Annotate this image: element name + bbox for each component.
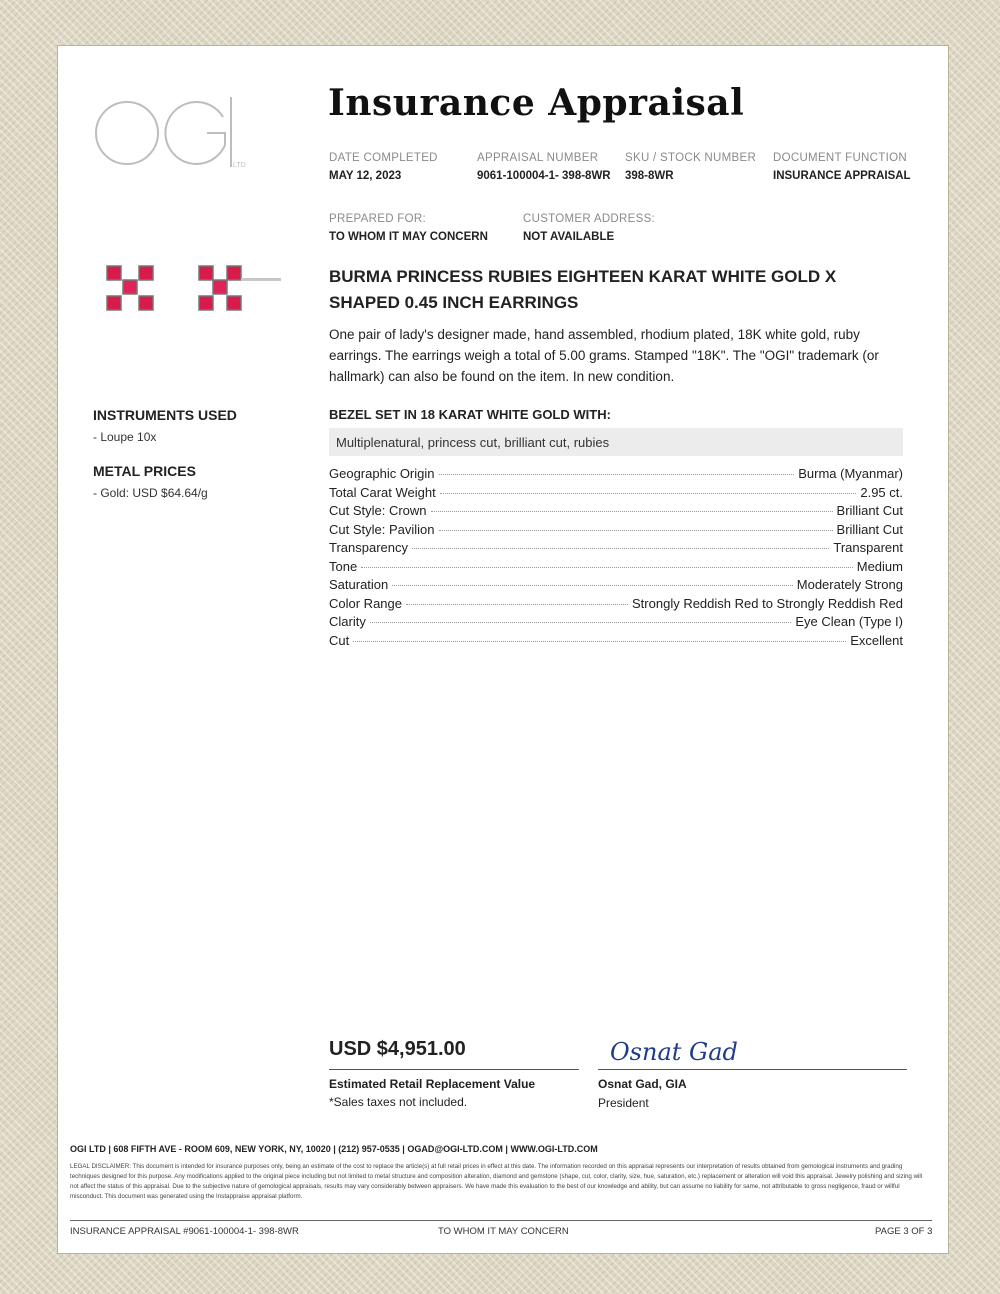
spec-row	[329, 633, 903, 652]
spec-key: Geographic Origin	[329, 466, 435, 481]
metal-price-item: - Gold: USD $64.64/g	[93, 486, 208, 500]
ogi-logo	[95, 95, 255, 175]
spec-list	[329, 466, 903, 651]
customer-address-value: NOT AVAILABLE	[523, 231, 615, 243]
spec-row	[329, 577, 903, 596]
spec-row	[329, 466, 903, 485]
spec-value: Eye Clean (Type I)	[795, 614, 903, 629]
product-description: One pair of lady's designer made, hand assembled, rhodium plated, 18K white gold, ruby earrings. The earrings weigh a total of 5.00 grams. Stamped "18K". The "OGI" trademark (or hallmark) can also be found on the item. In new condition.	[329, 327, 879, 384]
spec-row	[329, 596, 903, 615]
spec-value: Brilliant Cut	[836, 503, 903, 518]
date-completed-label: DATE COMPLETED	[329, 152, 438, 164]
spec-row	[329, 540, 903, 559]
spec-value: Excellent	[850, 632, 903, 648]
spec-value: Moderately Strong	[796, 577, 903, 592]
stone-summary: Multiplenatural, princess cut, brilliant cut, rubies	[329, 428, 903, 456]
spec-key: Clarity	[329, 614, 366, 629]
spec-key: Saturation	[329, 577, 389, 592]
spec-row	[329, 614, 903, 633]
spec-key: Tone	[329, 558, 358, 574]
sku-value: 398-8WR	[625, 170, 674, 182]
value-label: Estimated Retail Replacement Value	[329, 1077, 536, 1091]
spec-key: Total Carat Weight	[329, 484, 436, 500]
appraisal-number-value: 9061-100004-1- 398-8WR	[477, 170, 611, 182]
spec-row	[329, 522, 903, 541]
spec-row	[329, 503, 903, 522]
document-function-value: INSURANCE APPRAISAL	[773, 170, 911, 182]
product-title: BURMA PRINCESS RUBIES EIGHTEEN KARAT WHITE GOLD X SHAPED 0.45 INCH EARRINGS	[329, 267, 837, 312]
date-completed-value: MAY 12, 2023	[329, 170, 402, 182]
spec-key: Cut	[329, 632, 350, 648]
svg-text:LTD: LTD	[233, 162, 246, 169]
footer-page-number: PAGE 3 OF 3	[875, 1226, 933, 1237]
customer-address-label: CUSTOMER ADDRESS:	[523, 213, 656, 225]
spec-value: Brilliant Cut	[836, 521, 903, 537]
company-contact: OGI LTD | 608 FIFTH AVE - ROOM 609, NEW YORK, NY, 10020 | (212) 957-0535 | OGAD@OGI-LTD.COM | WWW.OGI-LTD.COM	[70, 1144, 598, 1154]
appraisal-number-label: APPRAISAL NUMBER	[477, 152, 599, 164]
legal-disclaimer: LEGAL DISCLAIMER: This document is intended for insurance purposes only, being an estimate of the cost to replace the article(s) at full retail prices in effect at this date. The information recorded on this appraisal represents our interpretation of results obtained from gemological instruments and grading techniques designed for this purpose. Any modifications applied to the original piece including but not limited to metal structure and composition alteration, diamond and gemstone (shape, cut, color, clarity, size, hue, saturation, etc.) replacement or alteration will void this appraisal. Jewelry polishing and sizing will not affect the status of this appraisal. Due to the subjective nature of gemological appraisals, results may vary considerably between appraisers. We have made this evaluation to the best of our knowledge and ability, but can assume no liability for same, not attributable to gross negligence, fraud or willful misconduct. This document was generated using the Instappraise appraisal platform.	[70, 1163, 923, 1200]
spec-row	[329, 559, 903, 578]
earring-right	[199, 266, 281, 310]
signature-image	[610, 1030, 740, 1070]
prepared-for-label: PREPARED FOR:	[329, 213, 426, 225]
spec-row	[329, 485, 903, 504]
signatory-role: President	[598, 1096, 649, 1110]
signature-script: Osnat Gad	[610, 1038, 738, 1066]
footer-recipient: TO WHOM IT MAY CONCERN	[438, 1226, 569, 1237]
earring-left	[107, 266, 153, 310]
tax-note: *Sales taxes not included.	[329, 1095, 468, 1109]
instruments-heading: INSTRUMENTS USED	[93, 407, 237, 423]
spec-value: Burma (Myanmar)	[798, 466, 903, 481]
spec-value: Strongly Reddish Red to Strongly Reddish Red	[632, 595, 903, 611]
appraised-value: USD $4,951.00	[329, 1038, 466, 1060]
value-divider	[329, 1069, 579, 1070]
footer-appraisal-ref: INSURANCE APPRAISAL #9061-100004-1- 398-8WR	[70, 1226, 299, 1237]
metal-prices-heading: METAL PRICES	[93, 463, 196, 479]
spec-key: Color Range	[329, 595, 402, 611]
spec-key: Cut Style: Crown	[329, 503, 427, 518]
sku-label: SKU / STOCK NUMBER	[625, 152, 757, 164]
instruments-item: - Loupe 10x	[93, 430, 157, 444]
spec-value: Transparent	[833, 540, 903, 555]
signature-divider	[598, 1069, 907, 1070]
spec-key: Cut Style: Pavilion	[329, 521, 435, 537]
ogi-logo-mark	[95, 95, 255, 175]
spec-key: Transparency	[329, 540, 408, 555]
signatory-name: Osnat Gad, GIA	[598, 1077, 687, 1091]
bezel-heading: BEZEL SET IN 18 KARAT WHITE GOLD WITH:	[329, 407, 611, 422]
earrings-photo	[95, 238, 285, 343]
prepared-for-value: TO WHOM IT MAY CONCERN	[329, 231, 488, 243]
footer-divider	[70, 1220, 932, 1221]
spec-value: 2.95 ct.	[860, 484, 903, 500]
document-title: Insurance Appraisal	[328, 82, 745, 124]
document-function-label: DOCUMENT FUNCTION	[773, 152, 907, 164]
spec-value: Medium	[856, 558, 903, 574]
